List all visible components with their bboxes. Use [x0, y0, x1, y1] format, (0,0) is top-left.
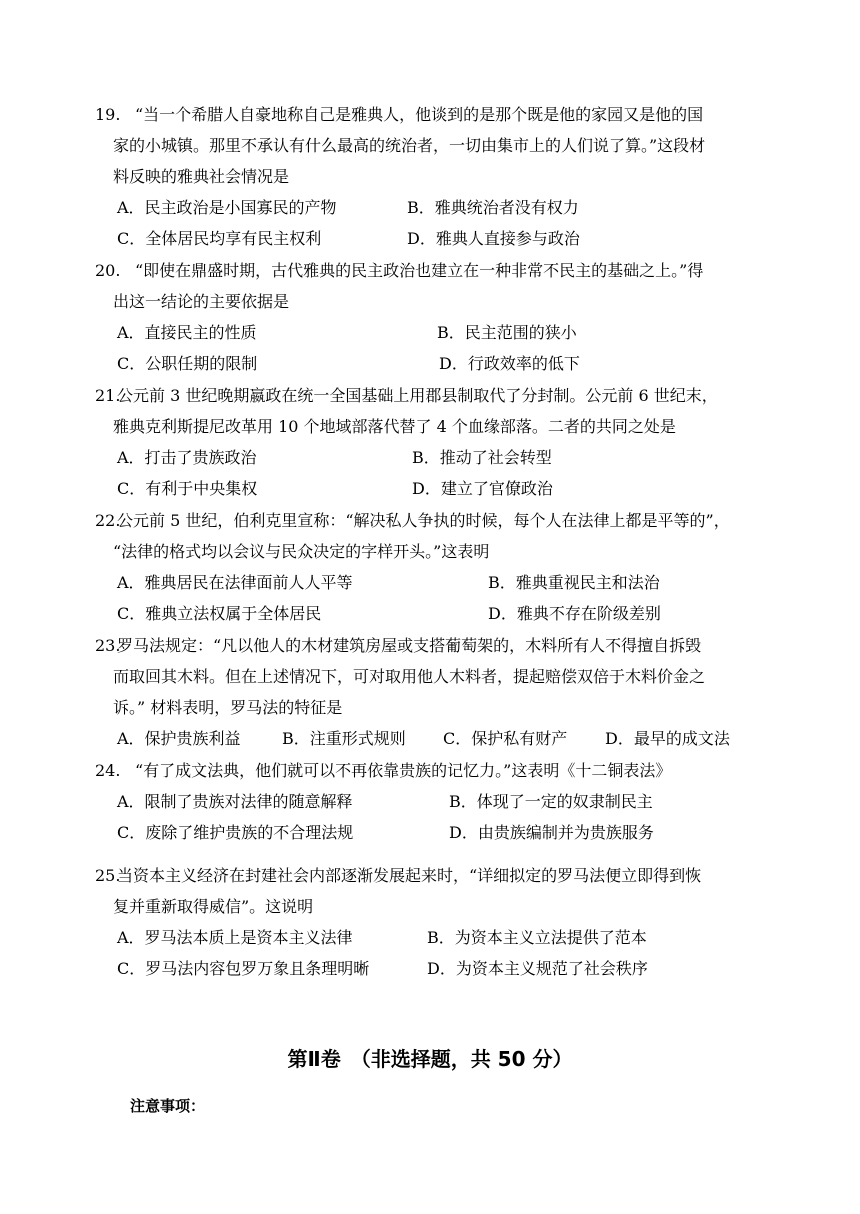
question-25	[95, 860, 775, 984]
question-text	[117, 505, 775, 536]
stem-line: 复并重新取得威信”。这说明	[113, 897, 314, 916]
question-stem	[95, 860, 775, 891]
option-row	[117, 817, 775, 848]
stem-line: 诉。” 材料表明，罗马法的特征是	[113, 698, 343, 717]
option-row	[117, 473, 775, 504]
option-a[interactable]: A．民主政治是小国寡民的产物	[117, 198, 337, 217]
option-d[interactable]: D．建立了官僚政治	[412, 479, 553, 498]
option-row	[117, 192, 775, 223]
option-b[interactable]: B．注重形式规则	[282, 729, 406, 748]
question-text	[117, 860, 775, 891]
question-number: 20.	[95, 261, 121, 280]
question-21	[95, 380, 775, 504]
option-c[interactable]: C．保护私有财产	[443, 729, 568, 748]
option-c[interactable]: C．雅典立法权属于全体居民	[117, 604, 322, 623]
question-stem	[95, 505, 775, 536]
stem-line: “法律的格式均以会议与民众决定的字样开头。”这表明	[113, 542, 490, 561]
question-number: 19.	[95, 105, 121, 124]
option-d[interactable]: D．为资本主义规范了社会秩序	[427, 959, 648, 978]
question-number: 21.	[95, 386, 121, 405]
stem-line: 料反映的雅典社会情况是	[113, 167, 290, 186]
question-number: 25.	[95, 866, 121, 885]
option-b[interactable]: B．体现了一定的奴隶制民主	[449, 792, 653, 811]
question-number: 22.	[95, 511, 121, 530]
question-19	[95, 99, 775, 254]
option-a[interactable]: A．限制了贵族对法律的随意解释	[117, 792, 353, 811]
option-a[interactable]: A．直接民主的性质	[117, 323, 257, 342]
option-row	[117, 317, 775, 348]
option-d[interactable]: D．由贵族编制并为贵族服务	[449, 823, 654, 842]
option-d[interactable]: D．雅典人直接参与政治	[407, 229, 580, 248]
stem-line: 罗马法规定：“凡以他人的木材建筑房屋或支搭葡萄架的，木料所有人不得擅自拆毁	[117, 636, 702, 655]
option-b[interactable]: B．民主范围的狭小	[437, 323, 577, 342]
option-b[interactable]: B．雅典统治者没有权力	[407, 198, 579, 217]
question-text	[117, 630, 775, 661]
option-c[interactable]: C．废除了维护贵族的不合理法规	[117, 823, 354, 842]
option-a[interactable]: A．保护贵族利益	[117, 729, 241, 748]
option-c[interactable]: C．全体居民均享有民主权利	[117, 229, 322, 248]
stem-line: 而取回其木料。但在上述情况下，可对取用他人木料者，提起赔偿双倍于木料价金之	[113, 667, 706, 686]
option-c[interactable]: C．有利于中央集权	[117, 479, 258, 498]
option-a[interactable]: A．罗马法本质上是资本主义法律	[117, 928, 353, 947]
stem-line: “当一个希腊人自豪地称自己是雅典人，他谈到的是那个既是他的家园又是他的国	[135, 105, 704, 124]
stem-line: 家的小城镇。那里不承认有什么最高的统治者，一切由集市上的人们说了算。”这段材	[113, 136, 706, 155]
question-text	[135, 99, 775, 130]
stem-line: 公元前 3 世纪晚期嬴政在统一全国基础上用郡县制取代了分封制。公元前 6 世纪末，	[117, 386, 718, 405]
question-stem	[95, 755, 775, 786]
option-row	[117, 348, 775, 379]
question-24	[95, 755, 775, 848]
option-row	[117, 442, 775, 473]
option-c[interactable]: C．公职任期的限制	[117, 354, 258, 373]
question-22	[95, 505, 775, 629]
stem-line: “即使在鼎盛时期，古代雅典的民主政治也建立在一种非常不民主的基础之上。”得	[135, 261, 704, 280]
question-text	[117, 380, 775, 411]
option-a[interactable]: A．雅典居民在法律面前人人平等	[117, 573, 353, 592]
option-d[interactable]: D．雅典不存在阶级差别	[488, 604, 661, 623]
stem-line: 雅典克利斯提尼改革用 10 个地域部落代替了 4 个血缘部落。二者的共同之处是	[113, 417, 676, 436]
option-b[interactable]: B．雅典重视民主和法治	[488, 573, 660, 592]
section-title: 第Ⅱ卷 （非选择题，共 50 分）	[287, 1047, 573, 1071]
stem-line: 出这一结论的主要依据是	[113, 292, 290, 311]
option-row	[117, 223, 775, 254]
option-a[interactable]: A．打击了贵族政治	[117, 448, 257, 467]
option-row	[117, 598, 775, 629]
question-number: 24.	[95, 761, 121, 780]
notice-label: 注意事项：	[130, 1097, 206, 1115]
option-b[interactable]: B．为资本主义立法提供了范本	[427, 928, 647, 947]
option-row	[117, 922, 775, 953]
option-c[interactable]: C．罗马法内容包罗万象且条理明晰	[117, 959, 370, 978]
option-row	[117, 786, 775, 817]
question-stem	[95, 630, 775, 661]
option-row	[117, 567, 775, 598]
question-text	[135, 255, 775, 286]
option-row	[117, 723, 775, 754]
question-stem	[95, 99, 775, 130]
option-d[interactable]: D．行政效率的低下	[439, 354, 580, 373]
stem-line: 公元前 5 世纪，伯利克里宣称：“解决私人争执的时候，每个人在法律上都是平等的”，	[117, 511, 730, 530]
stem-line: “有了成文法典，他们就可以不再依靠贵族的记忆力。”这表明《十二铜表法》	[135, 761, 672, 780]
question-text	[135, 755, 775, 786]
option-row	[117, 953, 775, 984]
question-20	[95, 255, 775, 379]
question-stem	[95, 255, 775, 286]
question-stem	[95, 380, 775, 411]
stem-line: 当资本主义经济在封建社会内部逐渐发展起来时，“详细拟定的罗马法便立即得到恢	[117, 866, 702, 885]
question-number: 23.	[95, 636, 121, 655]
question-23	[95, 630, 775, 754]
option-b[interactable]: B．推动了社会转型	[412, 448, 552, 467]
option-d[interactable]: D．最早的成文法	[605, 729, 730, 748]
